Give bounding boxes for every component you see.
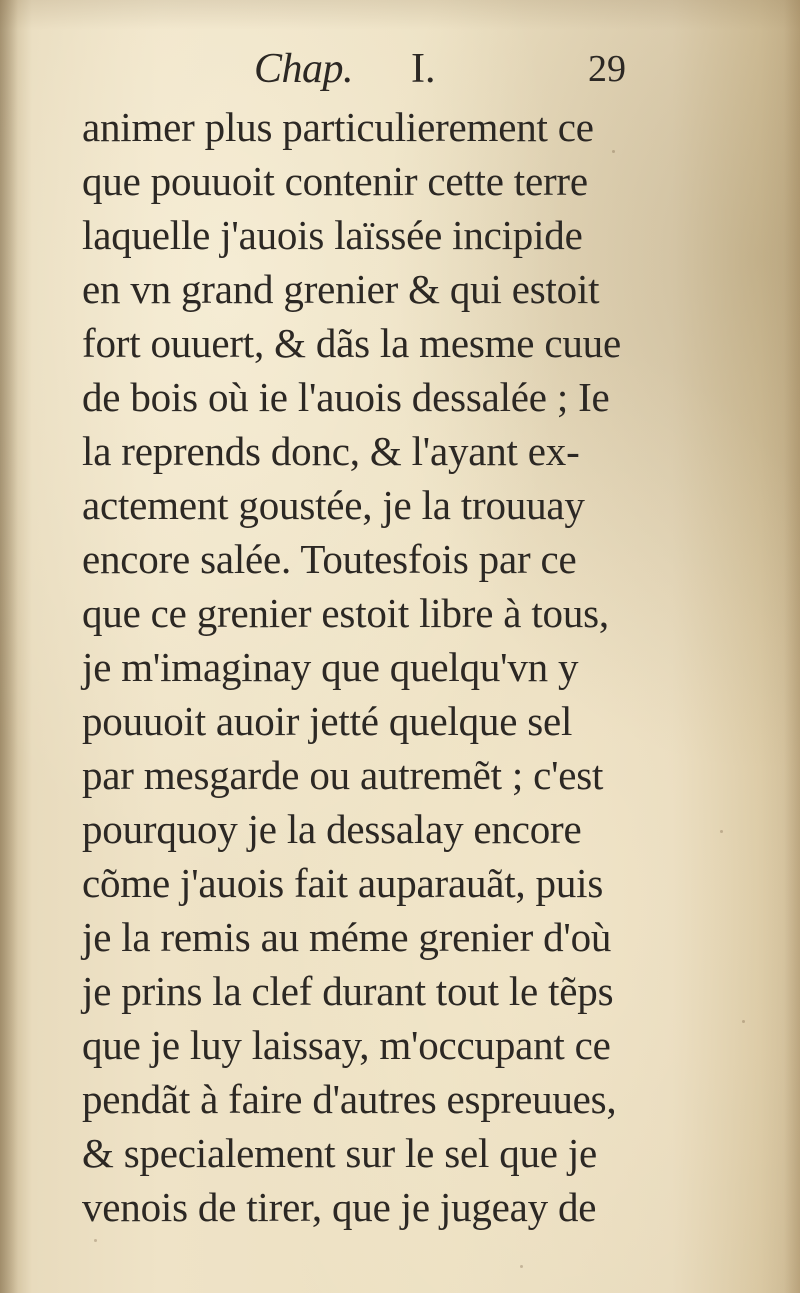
text-line: encore salée. Toutesfois par ce	[82, 536, 577, 582]
page-edge-shading	[784, 0, 800, 1293]
text-line: que pouuoit contenir cette terre	[82, 158, 588, 204]
text-line: fort ouuert, & dãs la mesme cuue	[82, 320, 621, 366]
text-line: animer plus particulierement ce	[82, 104, 594, 150]
text-line: en vn grand grenier & qui estoit	[82, 266, 600, 312]
text-line: que ce grenier estoit libre à tous,	[82, 590, 609, 636]
text-line: que je luy laissay, m'occupant ce	[82, 1022, 611, 1068]
paper-speckle	[520, 1265, 523, 1268]
text-line: je m'imaginay que quelqu'vn y	[82, 644, 579, 690]
text-line: pendãt à faire d'autres espreuues,	[82, 1076, 617, 1122]
page-top-shadow	[0, 0, 800, 30]
chapter-number: I.	[411, 46, 436, 92]
text-line: je la remis au méme grenier d'où	[82, 914, 612, 960]
text-line: & specialement sur le sel que je	[82, 1130, 598, 1176]
text-line: laquelle j'auois laïssée incipide	[82, 212, 583, 258]
text-line: venois de tirer, que je jugeay de	[82, 1184, 597, 1230]
text-line: actement goustée, je la trouuay	[82, 482, 585, 528]
running-head	[240, 43, 665, 95]
body-text	[82, 102, 678, 1230]
text-line: pouuoit auoir jetté quelque sel	[82, 698, 573, 744]
text-line: cõme j'auois fait auparauãt, puis	[82, 860, 604, 906]
paper-speckle	[742, 1020, 745, 1023]
text-line: de bois où ie l'auois dessalée ; Ie	[82, 374, 610, 420]
text-line: la reprends donc, & l'ayant ex-	[82, 428, 580, 474]
text-line: par mesgarde ou autremẽt ; c'est	[82, 752, 604, 798]
paper-speckle	[720, 830, 723, 833]
text-line: pourquoy je la dessalay encore	[82, 806, 582, 852]
page-gutter-shadow	[0, 0, 18, 1293]
chapter-label: Chap.	[254, 46, 354, 92]
page-number: 29	[588, 48, 626, 90]
paper-speckle	[94, 1239, 97, 1242]
text-line: je prins la clef durant tout le tẽps	[82, 968, 614, 1014]
